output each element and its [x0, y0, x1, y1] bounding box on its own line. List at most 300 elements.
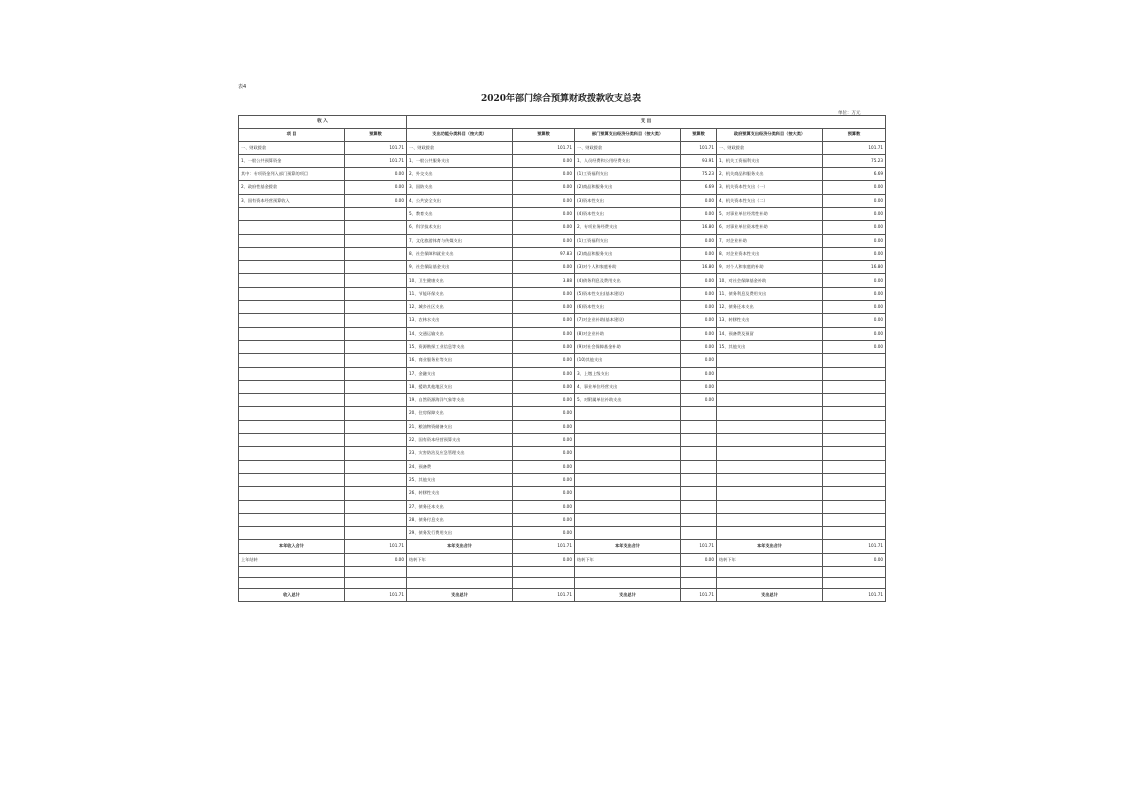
budget-cell: [345, 394, 407, 407]
page-label: 表4: [238, 84, 247, 90]
item-cell: 13、转移性支出: [717, 314, 823, 327]
budget-cell: [823, 513, 886, 526]
budget-cell: [823, 434, 886, 447]
budget-cell: 0.00: [513, 168, 575, 181]
empty-cell: [823, 578, 886, 589]
col-header-budget: 预算数: [513, 128, 575, 141]
item-cell: [717, 407, 823, 420]
item-cell: (5)资本性支出(基本建设): [575, 287, 681, 300]
budget-cell: [345, 287, 407, 300]
item-cell: [575, 407, 681, 420]
budget-cell: [345, 367, 407, 380]
budget-cell: [345, 247, 407, 260]
budget-cell: 0.00: [681, 327, 717, 340]
item-cell: 15、资源勘探工业信息等支出: [407, 340, 513, 353]
item-cell: [239, 420, 345, 433]
budget-cell: 93.91: [681, 154, 717, 167]
item-cell: [717, 473, 823, 486]
item-cell: (7)对企业补助(基本建设): [575, 314, 681, 327]
empty-cell: [239, 567, 345, 578]
item-cell: [575, 500, 681, 513]
empty-cell: [717, 578, 823, 589]
item-cell: [239, 354, 345, 367]
budget-cell: 0.00: [681, 340, 717, 353]
table-row: [239, 500, 886, 513]
item-cell: 1、一般公共服务支出: [407, 154, 513, 167]
item-cell: 4、事业单位经营支出: [575, 380, 681, 393]
budget-cell: 0.00: [513, 434, 575, 447]
budget-cell: 0.00: [513, 207, 575, 220]
item-cell: (4)债务利息及费用支出: [575, 274, 681, 287]
item-cell: 5、教育支出: [407, 207, 513, 220]
budget-cell: [345, 274, 407, 287]
budget-cell: [345, 340, 407, 353]
item-cell: 3、国有资本经营预算收入: [239, 194, 345, 207]
budget-cell: 101.71: [345, 540, 407, 553]
budget-cell: 0.00: [823, 181, 886, 194]
budget-cell: 75.23: [823, 154, 886, 167]
budget-cell: [823, 527, 886, 540]
item-cell: [239, 301, 345, 314]
item-cell: [239, 221, 345, 234]
budget-cell: 97.83: [513, 247, 575, 260]
budget-cell: 0.00: [823, 287, 886, 300]
item-cell: 14、交通运输支出: [407, 327, 513, 340]
budget-cell: 101.71: [823, 540, 886, 553]
item-cell: [239, 340, 345, 353]
item-cell: 5、对附属单位补助支出: [575, 394, 681, 407]
budget-cell: 0.00: [513, 340, 575, 353]
item-cell: [717, 354, 823, 367]
budget-cell: [345, 500, 407, 513]
item-cell: 6、科学技术支出: [407, 221, 513, 234]
table-row: [239, 513, 886, 526]
item-cell: 7、文化旅游体育与传媒支出: [407, 234, 513, 247]
budget-cell: 16.80: [681, 261, 717, 274]
item-cell: 21、粮油物资储备支出: [407, 420, 513, 433]
budget-cell: 0.00: [681, 287, 717, 300]
budget-cell: [345, 380, 407, 393]
item-cell: (9)对社会保障基金补助: [575, 340, 681, 353]
item-cell: [239, 327, 345, 340]
item-cell: [717, 367, 823, 380]
empty-cell: [345, 578, 407, 589]
item-cell: 15、其他支出: [717, 340, 823, 353]
budget-cell: [681, 527, 717, 540]
header-row-columns: [239, 128, 886, 141]
item-cell: (2)商品和服务支出: [575, 181, 681, 194]
item-cell: 3、国防支出: [407, 181, 513, 194]
item-cell: [575, 460, 681, 473]
budget-cell: 0.00: [823, 207, 886, 220]
table-row: [239, 367, 886, 380]
budget-cell: [345, 434, 407, 447]
budget-cell: 0.00: [823, 247, 886, 260]
item-cell: (1)工资福利支出: [575, 168, 681, 181]
item-cell: [239, 513, 345, 526]
item-cell: (4)资本性支出: [575, 207, 681, 220]
item-cell: 26、转移性支出: [407, 487, 513, 500]
item-cell: 支出总计: [407, 589, 513, 602]
table-row: [239, 221, 886, 234]
table-row: [239, 141, 886, 154]
item-cell: [239, 487, 345, 500]
item-cell: [239, 314, 345, 327]
table-row: [239, 168, 886, 181]
budget-cell: 0.00: [513, 460, 575, 473]
empty-cell: [681, 578, 717, 589]
table-row: [239, 287, 886, 300]
item-cell: [717, 434, 823, 447]
budget-cell: 0.00: [681, 314, 717, 327]
item-cell: 结转下年: [575, 553, 681, 566]
item-cell: [717, 527, 823, 540]
budget-cell: [345, 327, 407, 340]
item-cell: 17、金融支出: [407, 367, 513, 380]
budget-cell: 16.80: [823, 261, 886, 274]
item-cell: 28、债务付息支出: [407, 513, 513, 526]
budget-cell: [823, 394, 886, 407]
budget-cell: 0.00: [513, 301, 575, 314]
item-cell: 收入总计: [239, 589, 345, 602]
budget-cell: 101.71: [823, 589, 886, 602]
budget-cell: 0.00: [513, 287, 575, 300]
budget-cell: [823, 500, 886, 513]
budget-cell: [345, 460, 407, 473]
item-cell: 1、机关工资福利支出: [717, 154, 823, 167]
grand-total-row: [239, 589, 886, 602]
item-cell: [239, 434, 345, 447]
budget-cell: [345, 407, 407, 420]
empty-cell: [513, 567, 575, 578]
budget-cell: 0.00: [513, 527, 575, 540]
empty-row: [239, 578, 886, 589]
item-cell: [239, 407, 345, 420]
table-row: [239, 380, 886, 393]
budget-cell: 0.00: [681, 301, 717, 314]
table-row: [239, 194, 886, 207]
empty-cell: [681, 567, 717, 578]
table-row: [239, 247, 886, 260]
item-cell: [717, 460, 823, 473]
budget-cell: 0.00: [513, 154, 575, 167]
table-row: [239, 460, 886, 473]
item-cell: [239, 287, 345, 300]
budget-cell: 0.00: [345, 168, 407, 181]
budget-cell: [681, 513, 717, 526]
budget-cell: [823, 487, 886, 500]
budget-cell: [345, 261, 407, 274]
budget-cell: 0.00: [681, 247, 717, 260]
budget-cell: 3.88: [513, 274, 575, 287]
budget-cell: [823, 473, 886, 486]
budget-cell: [823, 447, 886, 460]
item-cell: 12、债务还本支出: [717, 301, 823, 314]
item-cell: [239, 261, 345, 274]
budget-cell: 0.00: [823, 221, 886, 234]
budget-cell: [345, 301, 407, 314]
table-row: [239, 473, 886, 486]
item-cell: 其中：专项资金列入部门预算的项目: [239, 168, 345, 181]
item-cell: 6、对事业单位资本性补助: [717, 221, 823, 234]
budget-cell: 101.71: [681, 141, 717, 154]
item-cell: 3、机关资本性支出（一）: [717, 181, 823, 194]
item-cell: [575, 434, 681, 447]
budget-cell: 6.69: [823, 168, 886, 181]
budget-cell: 0.00: [513, 500, 575, 513]
item-cell: [717, 420, 823, 433]
budget-cell: 0.00: [513, 261, 575, 274]
item-cell: 1、人员经费和公用经费支出: [575, 154, 681, 167]
item-cell: 本年支出合计: [407, 540, 513, 553]
item-cell: (2)商品和服务支出: [575, 247, 681, 260]
item-cell: (10)其他支出: [575, 354, 681, 367]
budget-cell: 0.00: [681, 553, 717, 566]
item-cell: [717, 487, 823, 500]
budget-cell: 0.00: [513, 234, 575, 247]
budget-cell: 0.00: [513, 513, 575, 526]
budget-table: [238, 115, 886, 602]
item-cell: 29、债务发行费用支出: [407, 527, 513, 540]
item-cell: 11、节能环保支出: [407, 287, 513, 300]
item-cell: [239, 274, 345, 287]
item-cell: [239, 367, 345, 380]
item-cell: 2、外交支出: [407, 168, 513, 181]
budget-cell: 0.00: [823, 301, 886, 314]
budget-cell: [345, 487, 407, 500]
item-cell: [239, 247, 345, 260]
table-row: [239, 354, 886, 367]
item-cell: [239, 380, 345, 393]
budget-cell: [823, 367, 886, 380]
item-cell: 14、预备费及预留: [717, 327, 823, 340]
budget-cell: 0.00: [681, 354, 717, 367]
budget-cell: 0.00: [345, 194, 407, 207]
item-cell: 本年支出合计: [717, 540, 823, 553]
budget-cell: 0.00: [513, 314, 575, 327]
item-cell: 一、财政拨款: [407, 141, 513, 154]
budget-cell: 0.00: [681, 207, 717, 220]
budget-cell: 0.00: [513, 221, 575, 234]
col-header-dept-econ: 部门预算支出经济分类科目（按大类）: [575, 128, 681, 141]
item-cell: (8)对企业补助: [575, 327, 681, 340]
budget-cell: 101.71: [345, 141, 407, 154]
budget-cell: 0.00: [513, 553, 575, 566]
item-cell: 1、一般公共预算资金: [239, 154, 345, 167]
item-cell: 2、专项业务经费支出: [575, 221, 681, 234]
table-row: [239, 420, 886, 433]
budget-cell: 0.00: [823, 327, 886, 340]
item-cell: 支出总计: [575, 589, 681, 602]
budget-cell: 0.00: [823, 340, 886, 353]
budget-cell: [345, 354, 407, 367]
budget-cell: 0.00: [513, 473, 575, 486]
item-cell: 7、对企业补助: [717, 234, 823, 247]
item-cell: 5、对事业单位经常性补助: [717, 207, 823, 220]
col-header-budget: 预算数: [823, 128, 886, 141]
item-cell: 20、住房保障支出: [407, 407, 513, 420]
budget-cell: 0.00: [681, 367, 717, 380]
budget-cell: 0.00: [823, 314, 886, 327]
budget-cell: [345, 221, 407, 234]
item-cell: 一、财政拨款: [239, 141, 345, 154]
table-row: [239, 434, 886, 447]
item-cell: [717, 447, 823, 460]
empty-cell: [575, 578, 681, 589]
budget-cell: 6.69: [681, 181, 717, 194]
item-cell: 结转下年: [407, 553, 513, 566]
item-cell: [239, 527, 345, 540]
item-cell: [239, 234, 345, 247]
item-cell: 23、灾害防治及应急管理支出: [407, 447, 513, 460]
empty-cell: [823, 567, 886, 578]
item-cell: (6)资本性支出: [575, 301, 681, 314]
budget-cell: [345, 420, 407, 433]
item-cell: 25、其他支出: [407, 473, 513, 486]
table-row: [239, 181, 886, 194]
item-cell: 一、财政拨款: [717, 141, 823, 154]
table-row: [239, 487, 886, 500]
unit-label: 单位：万元: [838, 111, 861, 116]
table-row: [239, 394, 886, 407]
item-cell: 22、国有资本经营预算支出: [407, 434, 513, 447]
item-cell: [239, 473, 345, 486]
budget-cell: [681, 407, 717, 420]
empty-cell: [575, 567, 681, 578]
item-cell: 上年结转: [239, 553, 345, 566]
item-cell: [575, 447, 681, 460]
budget-cell: [345, 207, 407, 220]
empty-cell: [513, 578, 575, 589]
budget-cell: 101.71: [681, 540, 717, 553]
budget-cell: 0.00: [513, 447, 575, 460]
item-cell: [239, 460, 345, 473]
budget-cell: 0.00: [513, 420, 575, 433]
budget-cell: [823, 380, 886, 393]
budget-cell: 0.00: [345, 553, 407, 566]
table-row: [239, 207, 886, 220]
budget-cell: 0.00: [513, 354, 575, 367]
budget-cell: 16.80: [681, 221, 717, 234]
budget-cell: 101.71: [513, 540, 575, 553]
item-cell: [575, 527, 681, 540]
budget-cell: 0.00: [513, 487, 575, 500]
budget-cell: 0.00: [513, 327, 575, 340]
budget-cell: 0.00: [681, 234, 717, 247]
col-header-func: 支出功能分类科目（按大类）: [407, 128, 513, 141]
empty-cell: [345, 567, 407, 578]
budget-cell: 0.00: [513, 394, 575, 407]
item-cell: 4、公共安全支出: [407, 194, 513, 207]
budget-cell: 0.00: [513, 407, 575, 420]
item-cell: (1)工资福利支出: [575, 234, 681, 247]
budget-cell: 101.71: [345, 589, 407, 602]
item-cell: [575, 473, 681, 486]
budget-cell: [681, 487, 717, 500]
item-cell: [239, 447, 345, 460]
item-cell: [575, 513, 681, 526]
item-cell: 10、对社会保障基金补助: [717, 274, 823, 287]
empty-cell: [407, 567, 513, 578]
budget-cell: 0.00: [823, 234, 886, 247]
budget-cell: 0.00: [823, 553, 886, 566]
table-row: [239, 447, 886, 460]
budget-cell: [681, 500, 717, 513]
budget-cell: [823, 354, 886, 367]
year-total-row: [239, 540, 886, 553]
empty-row: [239, 567, 886, 578]
item-cell: 支出总计: [717, 589, 823, 602]
budget-cell: [681, 447, 717, 460]
item-cell: 27、债务还本支出: [407, 500, 513, 513]
budget-cell: [681, 434, 717, 447]
item-cell: 8、社会保障和就业支出: [407, 247, 513, 260]
income-header: 收 入: [239, 116, 407, 129]
budget-cell: 101.71: [823, 141, 886, 154]
item-cell: [717, 394, 823, 407]
table-row: [239, 154, 886, 167]
col-header-gov-econ: 政府预算支出经济分类科目（按大类）: [717, 128, 823, 141]
budget-cell: [681, 473, 717, 486]
item-cell: 8、对企业资本性支出: [717, 247, 823, 260]
table-row: [239, 407, 886, 420]
budget-cell: 101.71: [513, 141, 575, 154]
empty-cell: [717, 567, 823, 578]
budget-cell: [681, 420, 717, 433]
budget-cell: 0.00: [823, 274, 886, 287]
table-row: [239, 274, 886, 287]
budget-cell: 0.00: [823, 194, 886, 207]
item-cell: (3)资本性支出: [575, 194, 681, 207]
item-cell: 本年支出合计: [575, 540, 681, 553]
page-title: 2020年部门综合预算财政拨款收支总表: [480, 94, 642, 104]
table-row: [239, 327, 886, 340]
header-row-sections: [239, 116, 886, 129]
budget-cell: 0.00: [513, 194, 575, 207]
budget-cell: 101.71: [513, 589, 575, 602]
budget-cell: 0.00: [681, 274, 717, 287]
col-header-budget: 预算数: [345, 128, 407, 141]
col-header-item: 项 目: [239, 128, 345, 141]
table-row: [239, 301, 886, 314]
item-cell: (3)对个人和家庭补助: [575, 261, 681, 274]
budget-cell: [823, 420, 886, 433]
budget-cell: [345, 473, 407, 486]
budget-cell: 0.00: [513, 380, 575, 393]
item-cell: 2、机关商品和服务支出: [717, 168, 823, 181]
empty-cell: [407, 578, 513, 589]
table-row: [239, 340, 886, 353]
empty-cell: [239, 578, 345, 589]
item-cell: [239, 207, 345, 220]
item-cell: [239, 394, 345, 407]
budget-cell: [345, 513, 407, 526]
item-cell: 3、上缴上级支出: [575, 367, 681, 380]
item-cell: 结转下年: [717, 553, 823, 566]
budget-cell: [345, 234, 407, 247]
budget-cell: [823, 460, 886, 473]
table-row: [239, 261, 886, 274]
item-cell: 11、债务利息及费用支出: [717, 287, 823, 300]
budget-cell: [823, 407, 886, 420]
item-cell: 一、财政拨款: [575, 141, 681, 154]
item-cell: 16、商业服务业等支出: [407, 354, 513, 367]
budget-cell: 101.71: [681, 589, 717, 602]
budget-cell: 0.00: [345, 181, 407, 194]
budget-cell: [681, 460, 717, 473]
item-cell: 10、卫生健康支出: [407, 274, 513, 287]
table-row: [239, 234, 886, 247]
